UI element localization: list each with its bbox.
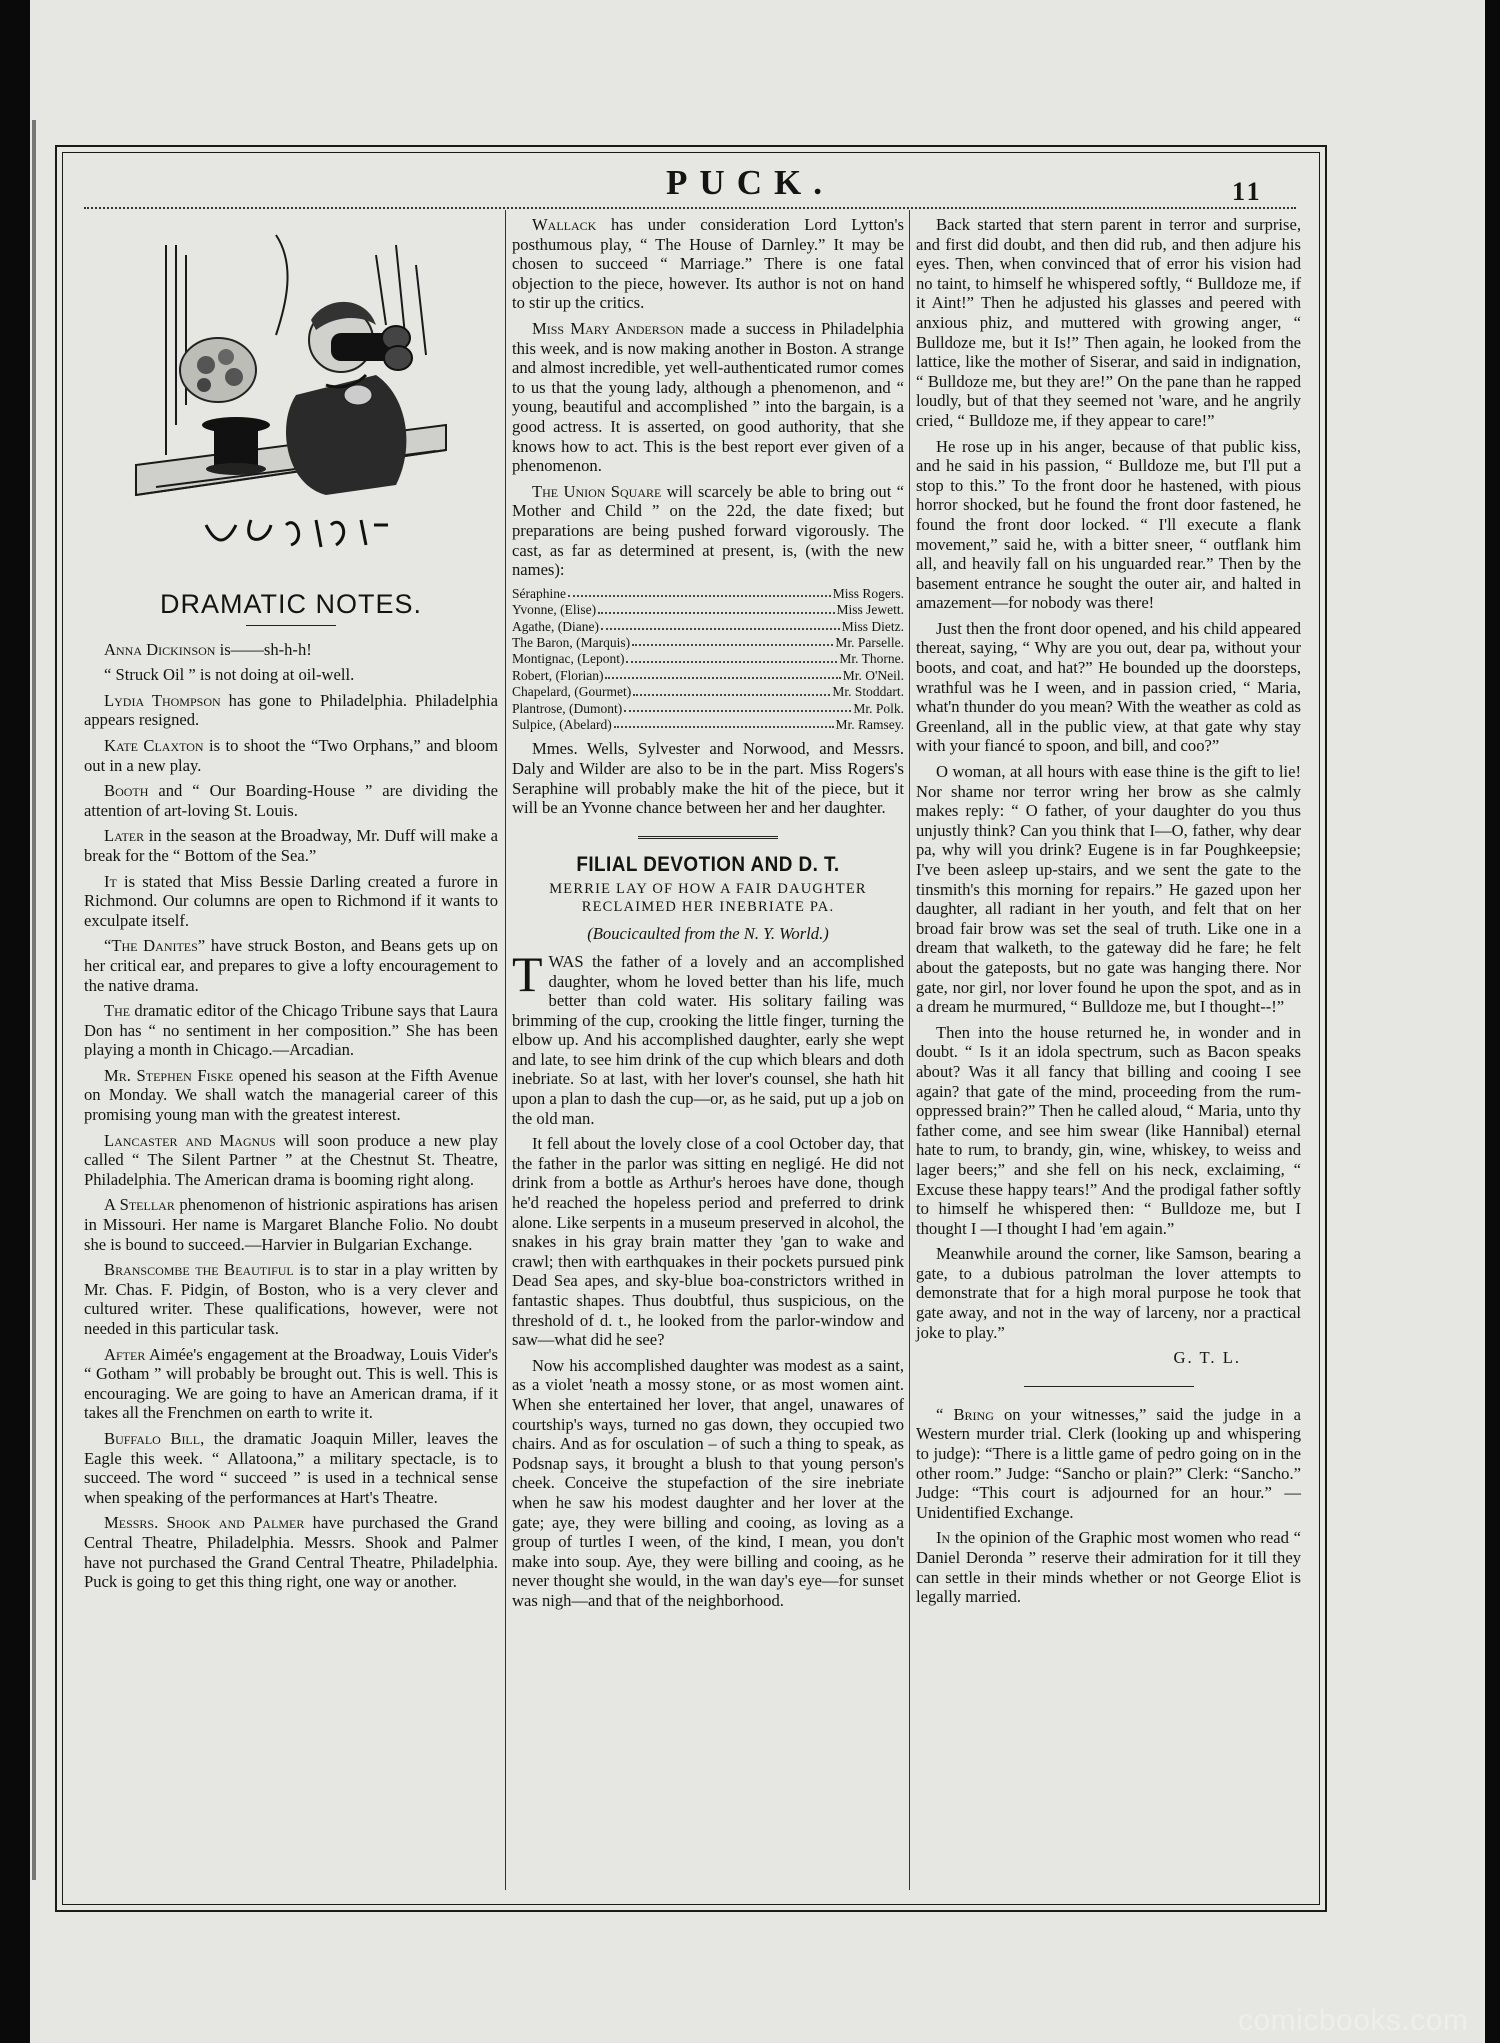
lead-words: Buffalo Bill <box>104 1428 201 1448</box>
paragraph-text: made a success in Philadelphia this week, and is now making another in Boston. A strange and almost incredible, yet well-authenticated rumor comes to us that the young lady, although a phenomenon, and “ young, beautiful and accomplished ” into the bargain, is a good actress. It is asserted, on good authority, that she knows how to act. This is the best report ever given of a phenomenon. <box>512 318 904 476</box>
cast-row <box>512 668 904 684</box>
story-divider <box>638 836 778 839</box>
lead-words: Miss Mary Anderson <box>532 318 684 338</box>
story-subtitle: MERRIE LAY OF HOW A FAIR DAUGHTER RECLAIMED HER INEBRIATE PA. <box>549 881 867 916</box>
cast-actor: Mr. Ramsey. <box>835 716 904 732</box>
binding-line <box>32 120 36 1880</box>
news-paragraph <box>512 482 904 580</box>
lead-words: Lancaster and Magnus <box>104 1130 276 1150</box>
story-source: (Boucicaulted from the N. Y. World.) <box>587 924 829 944</box>
note-item <box>84 665 498 685</box>
artist-signature <box>206 520 388 547</box>
cast-role: Plantrose, (Dumont) <box>512 700 623 716</box>
binding-edge <box>0 0 30 2043</box>
cast-row <box>512 651 904 667</box>
note-item <box>84 1195 498 1254</box>
lead-words: Branscombe the Beautiful <box>104 1260 294 1280</box>
news-paragraph <box>512 319 904 476</box>
paragraph-text: “ Struck Oil ” is not doing at oil-well. <box>104 665 355 685</box>
story-paragraph: He rose up in his anger, because of that public kiss, and he said in his passion, “ Bulldoze me, but I'll put a stop to this.” To the front door he hastened, with pious horror shocked, but he found the front door fastened, he found the front door locked. “ I'll execute a flank movement,” said he, with a bitter sneer, “ outflank him all, and heavily fall on his unguarded rear.” Then by the basement entrance he sought the outer air, and halted in amazement—for nobody was there! <box>916 436 1301 613</box>
cast-role: The Baron, (Marquis) <box>512 634 631 650</box>
leader-dots <box>568 586 831 597</box>
note-item <box>84 1429 498 1507</box>
lead-words: Booth <box>104 781 149 801</box>
column-story-continued <box>916 215 1301 1613</box>
lead-words: It <box>104 871 117 891</box>
story-paragraph: Then into the house returned he, in wonder and in doubt. “ Is it an idola spectrum, such as Bacon speaks about? Was it all fancy that billing and cooing I see again? that gate of the mind, proceeding from the rum-oppressed brain?” Then he called aloud, “ Maria, unto thy father come, and see him swear (like Hannibal) eternal hate to rum, to brandy, gin, wine, whiskey, to weiss and lager beers;” and she fell on his neck, exclaiming, “ Excuse these happy tears!” And the prodigal father softly to himself he whispered then: “ Bulldoze me, but I thought I —I thought I had 'em again.” <box>916 1022 1301 1238</box>
note-item <box>84 1513 498 1591</box>
lead-words: Later <box>104 826 145 846</box>
cast-role: Montignac, (Lepont) <box>512 651 625 667</box>
leader-dots <box>624 701 851 712</box>
story-paragraph <box>512 1356 904 1611</box>
note-item <box>84 1260 498 1338</box>
lead-words: Anna Dickinson <box>104 639 216 659</box>
paragraph-text: is to star in a play written by Mr. Chas. F. Pidgin, of Boston, who is a very clever and cultured writer. These qualifications, however, were not needed in this particular task. <box>84 1260 499 1338</box>
paragraph-text: have struck Boston, and Beans gets up on her critical ear, and prepares to give a lofty encouragement to the native drama. <box>84 936 498 995</box>
column-rule-1 <box>505 210 506 1890</box>
cast-row <box>512 619 904 635</box>
cast-role: Séraphine <box>512 585 566 601</box>
cast-role: Chapelard, (Gourmet) <box>512 684 632 700</box>
cast-actor: Mr. Thorne. <box>839 651 904 667</box>
lead-words: In <box>936 1528 951 1548</box>
header-rule <box>84 207 1296 209</box>
note-item <box>84 1345 498 1423</box>
section-rule <box>246 625 336 626</box>
cast-role: Yvonne, (Elise) <box>512 602 597 618</box>
leader-dots <box>605 668 840 679</box>
note-item <box>84 1066 498 1125</box>
column-dramatic-notes <box>84 215 498 1598</box>
paragraph-text: have purchased the Grand Central Theatre, Philadelphia. Messrs. Shook and Palmer have not purchased the Grand Central Theatre, Philadelphia. Puck is going to get this thing right, one way or another. <box>84 1513 498 1592</box>
note-item <box>84 736 498 775</box>
news-paragraph <box>512 215 904 313</box>
note-item <box>84 1131 498 1190</box>
cast-actor: Mr. Polk. <box>853 700 904 716</box>
lead-words: A Stellar <box>104 1195 175 1215</box>
lead-words: The Union Square <box>532 481 662 501</box>
cast-row <box>512 635 904 651</box>
cast-row <box>512 684 904 700</box>
cast-actor: Miss Jewett. <box>836 602 904 618</box>
column-rule-2 <box>909 210 910 1890</box>
lead-words: Wallack <box>532 215 597 234</box>
lead-words: Lydia Thompson <box>104 690 221 710</box>
paragraph-text: the opinion of the Graphic most women who read “ Daniel Deronda ” reserve their admiration for it till they can settle in their minds whether or not George Eliot is legally married. <box>916 1528 1301 1607</box>
story-title: FILIAL DEVOTION AND D. T. <box>576 852 840 876</box>
paragraph-text: and “ Our Boarding-House ” are dividing the attention of art-loving St. Louis. <box>84 781 498 820</box>
story-paragraph <box>512 1134 904 1350</box>
cast-actor: Miss Rogers. <box>832 585 904 601</box>
paragraph-text: phenomenon of histrionic aspirations has arisen in Missouri. Her name is Margaret Blanche Folio. No doubt she is bound to succeed.—Harvier in Bulgarian Exchange. <box>84 1195 498 1254</box>
item-divider <box>1024 1386 1194 1387</box>
paragraph-text: , the dramatic Joaquin Miller, leaves the Eagle this week. “ Allatoona,” a military spectacle, is to succeed. The word “ succeed ” is used in a technical sense when speaking of the performances at Hart's Theatre. <box>84 1428 499 1507</box>
anecdote-paragraph <box>916 1405 1301 1523</box>
cast-role: Sulpice, (Abelard) <box>512 716 612 732</box>
paragraph-text: will scarcely be able to bring out “ Mother and Child ” on the 22d, the date fixed; but preparations are being pushed forward vigorously. The cast, as far as determined at present, is, (with the new names): <box>512 481 904 580</box>
lead-words: Mr. Stephen Fiske <box>104 1065 234 1085</box>
paragraph-text: will soon produce a new play called “ The Silent Partner ” at the Chestnut St. Theatre, Philadelphia. The American drama is booming right along. <box>84 1130 498 1189</box>
note-item <box>84 936 498 995</box>
leader-dots <box>614 717 834 728</box>
note-item <box>84 826 498 865</box>
lead-words: “The Danites” <box>104 936 206 956</box>
story-signature: G. T. L. <box>1173 1348 1241 1368</box>
paragraph-text: It fell about the lovely close of a cool October day, that the father in the parlor was sitting en negligé. He did not drink from a bottle as Arthur's heroes have done, though he'd reached the hopeless period and preferred to drink alone. Like serpents in a museum preserved in alcohol, the snakes in his gray brain matter they 'gan to wake and crawl; then with earthquakes in their pockets pursued pink Dead Sea apes, and sky-blue boa-constrictors writhed in fantastic shapes. Thus doubtful, thus suspicious, on the threshold of d. t., he looked from the parlor-window and saw—what did he see? <box>512 1134 904 1350</box>
cast-row <box>512 586 904 602</box>
paragraph-text: has under consideration Lord Lytton's posthumous play, “ The House of Darnley.” It may be chosen to succeed “ Marriage.” There is one fatal objection to the piece, however. Its author is not on hand to stir up the critics. <box>512 215 904 313</box>
cast-row <box>512 701 904 717</box>
paragraph-text: opened his season at the Fifth Avenue on Monday. We shall watch the managerial career of this promising young man with the greatest interest. <box>84 1065 498 1125</box>
leader-dots <box>601 619 840 630</box>
cast-list <box>512 586 904 734</box>
column-theatre-news <box>512 215 904 1617</box>
paragraph-text: Now his accomplished daughter was modest as a saint, as a violet 'neath a mossy stone, or as most women aint. When she entertained her lover, that angel, unawares of courtship's ways, turned no gas down, they occupied two chairs. And as for osculation – of such a thing to speak, as Podsnap says, it brought a blush to that young person's cheek. Conceive the stupefaction of the sire inebriate when he saw his modest daughter and her lover at the gate; aye, they were billing and cooing, as loving as a group of turtles I ween, of the kind, I mean, you don't make into soup. Aye, they were billing and cooing, as he never thought she would, in the wan day's eye—for sunset was nigh—and that of the neighborhood. <box>512 1355 904 1610</box>
cast-role: Robert, (Florian) <box>512 667 604 683</box>
cast-actor: Mr. Parselle. <box>835 634 904 650</box>
lead-words: Messrs. Shook and Palmer <box>104 1513 305 1533</box>
lead-words: “ Bring <box>936 1404 994 1424</box>
page-number: 11 <box>1232 177 1263 206</box>
story-paragraph: Meanwhile around the corner, like Samson, bearing a gate, to a dubious patrolman the lover attempts to demonstrate that for a high moral purpose he took that gate away, and not in the way of larceny, nor a practical joke to play.” <box>916 1244 1301 1342</box>
note-item <box>84 781 498 820</box>
paragraph-text: in the season at the Broadway, Mr. Duff will make a break for the “ Bottom of the Sea.” <box>84 826 498 865</box>
anecdote-paragraph <box>916 1528 1301 1606</box>
cast-note: Mmes. Wells, Sylvester and Norwood, and Messrs. Daly and Wilder are also to be in the part. Miss Rogers's Seraphine will probably make the hit of the piece, but it will be an Yvonne chance between her and her daughter. <box>512 739 904 818</box>
paragraph-text: is stated that Miss Bessie Darling created a furore in Richmond. Our columns are open to Richmond if it wants to exculpate itself. <box>84 871 498 930</box>
paragraph-text: Aimée's engagement at the Broadway, Louis Vider's “ Gotham ” will probably be brought out. This is well. This is encouraging. We are going to have an American drama, if it takes all the Frenchmen on earth to write it. <box>84 1344 498 1423</box>
story-paragraph <box>512 945 904 1128</box>
paragraph-text: dramatic editor of the Chicago Tribune says that Laura Don has “ no sentiment in her composition.” She has been playing a month in Chicago.—Arcadian. <box>84 1001 498 1060</box>
note-item <box>84 1001 498 1060</box>
lead-words: Kate Claxton <box>104 735 204 755</box>
note-item <box>84 640 498 660</box>
watermark: comicbooks.com <box>1238 2004 1469 2037</box>
paragraph-text: has gone to Philadelphia. Philadelphia appears resigned. <box>84 690 498 730</box>
leader-dots <box>598 602 834 613</box>
cast-actor: Mr. Stoddart. <box>832 684 904 700</box>
cast-actor: Mr. O'Neil. <box>842 667 904 683</box>
leader-dots <box>632 635 833 646</box>
lead-words: The <box>104 1001 131 1021</box>
note-item <box>84 872 498 931</box>
theatre-box-illustration <box>126 225 456 575</box>
cast-row <box>512 717 904 733</box>
note-item <box>84 691 498 730</box>
leader-dots <box>633 684 830 695</box>
story-paragraph: Just then the front door opened, and his child appeared thereat, saying, “ Why are you out, dear pa, without your boots, and coat, and hat?” He bounded up the doorsteps, wrathful was he I ween, and in passion cried, “ Maria, what'n thunder do you mean? With the weather as cold as Greenland, all in the public view, at that gate why stay with your fiancé to spoon, and bill, and coo?” <box>916 618 1301 756</box>
cast-role: Agathe, (Diane) <box>512 618 599 634</box>
leader-dots <box>626 651 837 662</box>
masthead: PUCK. <box>666 163 834 202</box>
paragraph-text: WAS the father of a lovely and an accomplished daughter, whom he loved better than his life, much better than cold water. His solitary failing was brimming of the cup, crooking the little finger, turning the elbow up. And his accomplished daughter, early she wept and late, to see him drink of the cup which blears and doth inebriate. So at last, with her lover's counsel, she hath hit upon a plan to dash the cup—or, as he said, put up a job on the old man. <box>512 951 904 1128</box>
paragraph-text: is to shoot the “Two Orphans,” and bloom out in a new play. <box>84 735 498 775</box>
paragraph-text: on your witnesses,” said the judge in a Western murder trial. Clerk (looking up and whispering to judge): “There is a little game of pedro going on in the other room.” Judge: “Sancho or plain?” Clerk: “Sancho.” Judge: “This court is adjourned for an hour.” —Unidentified Exchange. <box>916 1404 1301 1522</box>
story-paragraph: O woman, at all hours with ease thine is the gift to lie! Nor shame nor terror wring her brow as she calmly makes reply: “ O father, of your daughter do you thus unjustly think? Can you think that I—O, father, why dear pa, why will you drink? Eugene is in far Poughkeepsie; I've been asleep up-stairs, and we sent the gate to the tinsmith's this morning for repairs.” He gazed upon her daughter, all radiant in her youth, and felt that on her broad fair brow was set the seal of truth. Like one in a dream that walketh, to the gateway did he fare; he felt about the gateposts, but no gate was hanging there. Nor gate, nor girl, nor lover found he upon the spot, and as in a dream he murmured, “ Bulldoze me, but I thought--!” <box>916 762 1301 1017</box>
cast-actor: Miss Dietz. <box>841 618 904 634</box>
drop-cap: T <box>512 945 543 1002</box>
paragraph-text: is——sh-h-h! <box>215 639 312 659</box>
section-title: DRAMATIC NOTES. <box>159 589 422 619</box>
lead-words: After <box>104 1344 146 1364</box>
story-paragraph: Back started that stern parent in terror and surprise, and first did doubt, and then did rub, and then adjure his eyes. Then, when convinced that of error his vision had no taint, to himself he whispered softly, “ Bulldoze me, if it Aint!” Then he adjusted his glasses and peered with anxious phiz, and muttered with growing anger, “ Bulldoze me, but it Is!” Then again, he looked from the lattice, like the mother of Siserar, and said in indignation, “ Bulldoze me, but they are!” On the pane than he rapped loudly, but of that they seemed not 'ware, and he angrily cried, “ Bulldoze me, if they appear to care!” <box>916 215 1301 430</box>
cast-row <box>512 602 904 618</box>
